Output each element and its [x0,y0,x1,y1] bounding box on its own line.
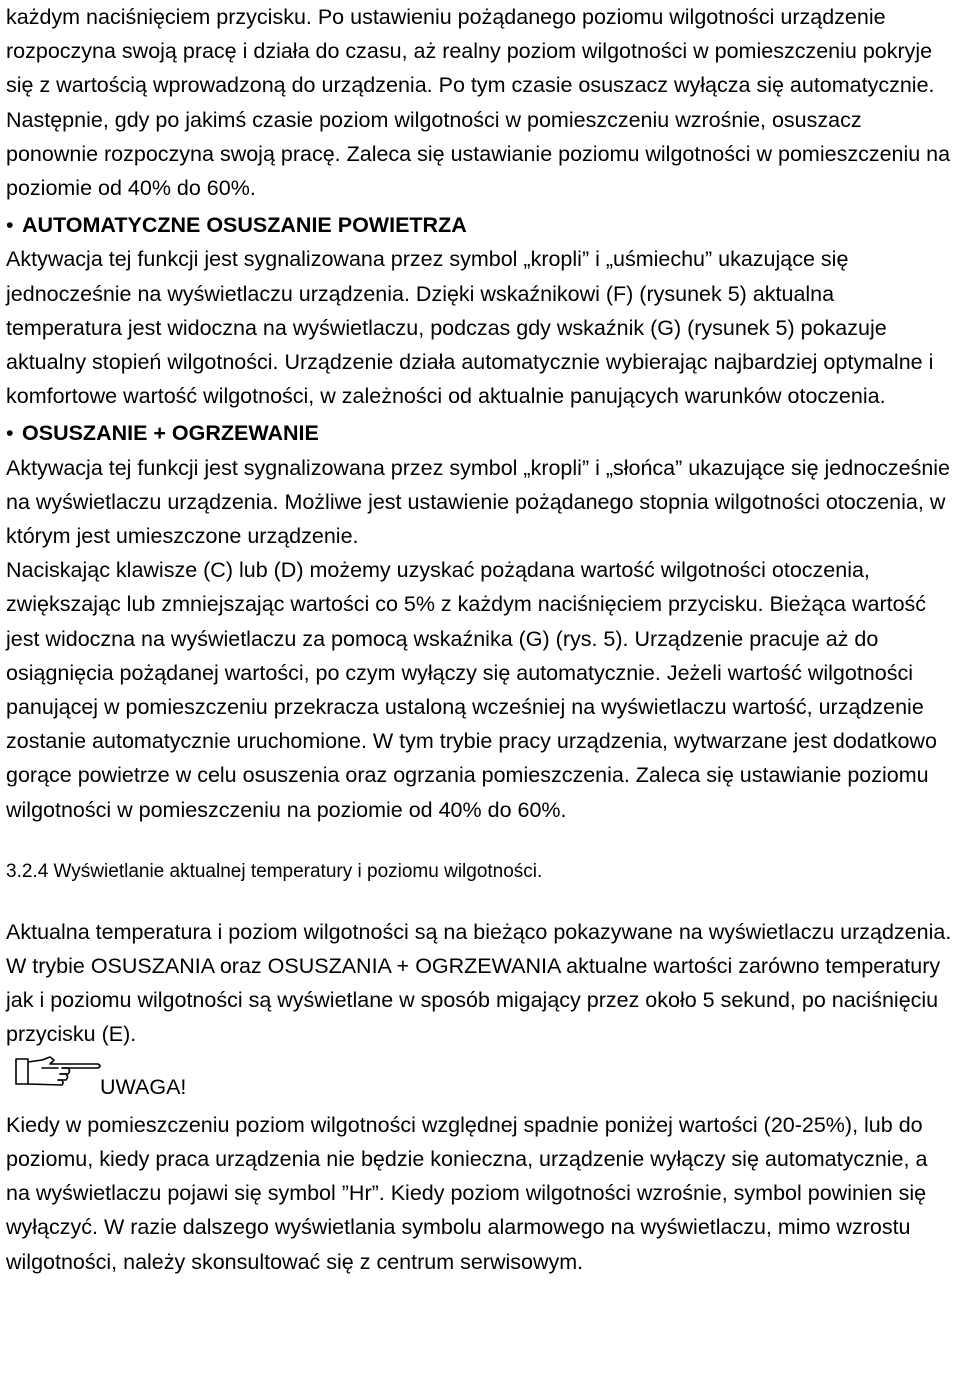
paragraph-humidity-setting: każdym naciśnięciem przycisku. Po ustawieniu pożądanego poziomu wilgotności urządzenie rozpoczyna swoją pracę i działa do czasu, aż realny poziom wilgotności w pomieszczeniu pokryje się z wartością wprowadzoną do urządzenia. Po tym czasie osuszacz wyłącza się automatycznie. Następnie, gdy po jakimś czasie poziom wilgotności w pomieszczeniu wzrośnie, osuszacz ponownie rozpoczyna swoją pracę. Zaleca się ustawianie poziomu wilgotności w pomieszczeniu na poziomie od 40% do 60%. [6,5,951,201]
bullet-dot: • [6,213,14,238]
pointing-hand-icon [14,1054,102,1090]
bullet-dot: • [6,421,14,446]
paragraph-drying-heating: Aktywacja tej funkcji jest sygnalizowana przez symbol „kropli” i „słońca” ukazujące się jednocześnie na wyświetlaczu urządzenia. Możliwe jest ustawienie pożądanego stopnia wilgotności otoczenia, w którym jest umieszczone urządzenie. [6,455,951,549]
paragraph-automatic-drying: Aktywacja tej funkcji jest sygnalizowana przez symbol „kropli” i „uśmiechu” ukazujące się jednocześnie na wyświetlaczu urządzenia. Dzięki wskaźnikowi (F) (rysunek 5) aktualna temperatura jest widoczna na wyświetlaczu, podczas gdy wskaźnik (G) (rysunek 5) pokazuje aktualny stopień wilgotności. Urządzenie działa automatycznie wybierając najbardziej optymalne i komfortowe wartość wilgotności, w zależności od aktualnie panujących warunków otoczenia. [6,247,934,409]
document-page [6,0,954,1279]
heading-automatic-drying [6,208,954,242]
section-heading-3-2-4: 3.2.4 Wyświetlanie aktualnej temperatury i poziomu wilgotności. [6,860,543,882]
warning-label: UWAGA! [100,1074,187,1099]
heading-automatic-drying-text: AUTOMATYCZNE OSUSZANIE POWIETRZA [22,213,467,238]
warning-row [6,1052,954,1104]
heading-drying-heating [6,416,954,450]
paragraph-warning: Kiedy w pomieszczeniu poziom wilgotności względnej spadnie poniżej wartości (20-25%), lub do poziomu, kiedy praca urządzenia nie będzie konieczna, urządzenie wyłączy się automatycznie, a na wyświetlaczu pojawi się symbol ”Hr”. Kiedy poziom wilgotności wzrośnie, symbol powinien się wyłączyć. W razie dalszego wyświetlania symbolu alarmowego na wyświetlaczu, mimo wzrostu wilgotności, należy skonsultować się z centrum serwisowym. [6,1112,928,1274]
heading-drying-heating-text: OSUSZANIE + OGRZEWANIE [22,421,319,446]
paragraph-drying-heating-keys: Naciskając klawisze (C) lub (D) możemy uzyskać pożądana wartość wilgotności otoczenia, zwiększając lub zmniejszając wartości co 5% z każdym naciśnięciem przycisku. Bieżąca wartość jest widoczna na wyświetlaczu za pomocą wskaźnika (G) (rys. 5). Urządzenie pracuje aż do osiągnięcia pożądanej wartości, po czym wyłączy się automatycznie. Jeżeli wartość wilgotności panującej w pomieszczeniu przekracza ustaloną wcześniej na wyświetlaczu wartość, urządzenie zostanie automatycznie uruchomione. W tym trybie pracy urządzenia, wytwarzane jest dodatkowo gorące powietrze w celu osuszenia oraz ogrzania pomieszczenia. Zaleca się ustawianie poziomu wilgotności w pomieszczeniu na poziomie od 40% do 60%. [6,558,937,822]
paragraph-temperature-display: Aktualna temperatura i poziom wilgotności są na bieżąco pokazywane na wyświetlaczu urządzenia. W trybie OSUSZANIA oraz OSUSZANIA + OGRZEWANIA aktualne wartości zarówno temperatury jak i poziomu wilgotności są wyświetlane w sposób migający przez około 5 sekund, po naciśnięciu przycisku (E). [6,919,952,1047]
